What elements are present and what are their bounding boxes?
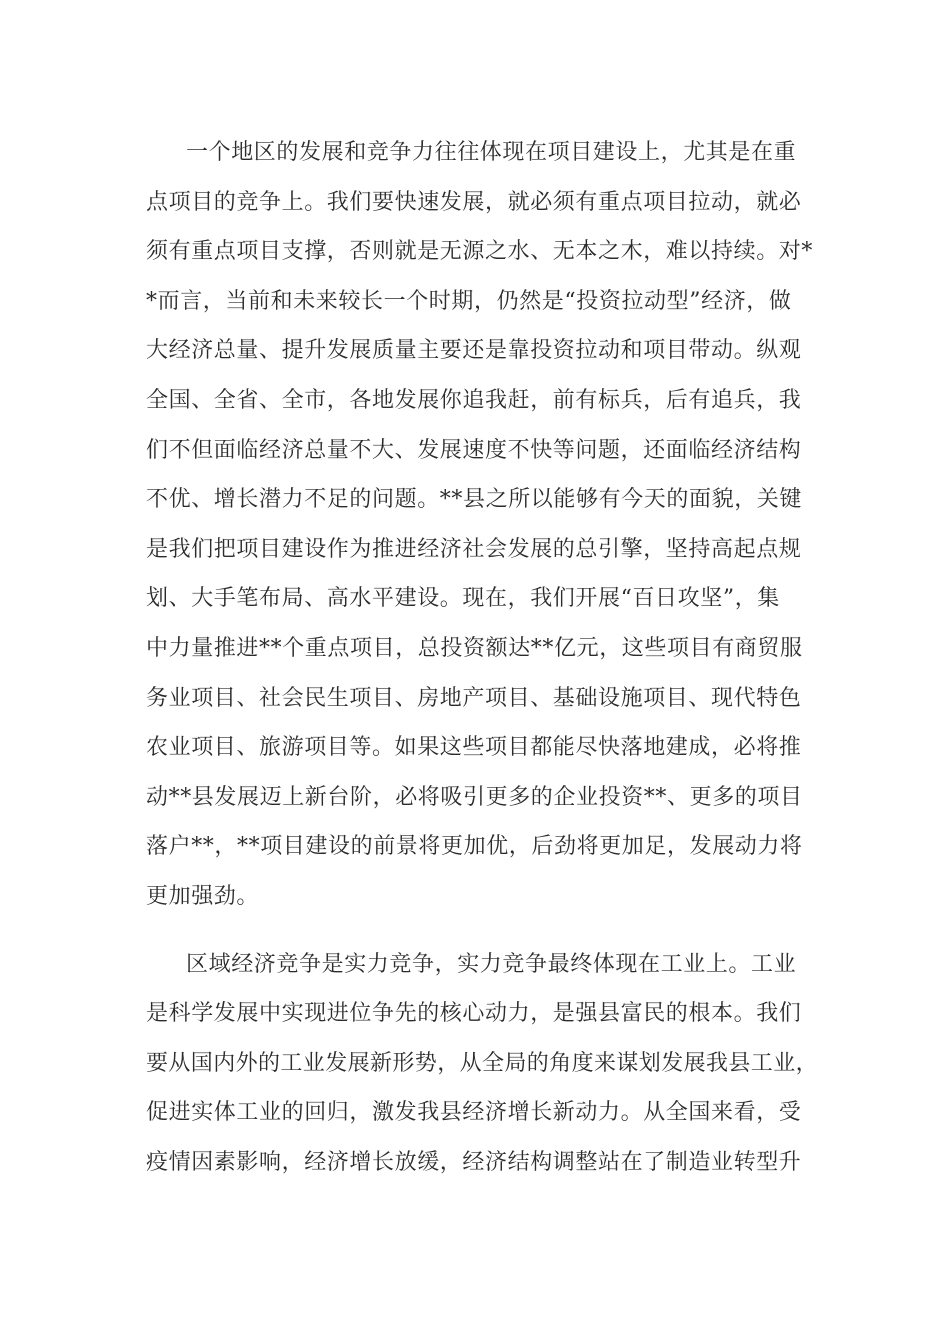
text-line: 更加强劲。 <box>146 883 260 909</box>
text-line: 是科学发展中实现进位争先的核心动力，是强县富民的根本。我们 <box>146 1001 802 1027</box>
text-line: 大经济总量、提升发展质量主要还是靠投资拉动和项目带动。纵观 <box>146 338 802 364</box>
text-line: 农业项目、旅游项目等。如果这些项目都能尽快落地建成，必将推 <box>146 735 802 761</box>
text-line: 一个地区的发展和竞争力往往体现在项目建设上，尤其是在重 <box>186 140 797 165</box>
text-line: 要从国内外的工业发展新形势，从全局的角度来谋划发展我县工业， <box>146 1050 819 1076</box>
text-line: 点项目的竞争上。我们要快速发展，就必须有重点项目拉动，就必 <box>146 189 802 215</box>
document-body <box>146 128 818 1205</box>
text-line: 们不但面临经济总量不大、发展速度不快等问题，还面临经济结构 <box>146 437 802 463</box>
text-line: 全国、全省、全市，各地发展你追我赶，前有标兵，后有追兵，我 <box>146 387 802 413</box>
text-line: 疫情因素影响，经济增长放缓，经济结构调整站在了制造业转型升 <box>146 1149 802 1175</box>
paragraph-2 <box>146 940 818 1188</box>
text-line: 落户**，**项目建设的前景将更加优，后劲将更加足，发展动力将 <box>146 834 803 860</box>
paragraph-1 <box>146 128 818 922</box>
text-line: 务业项目、社会民生项目、房地产项目、基础设施项目、现代特色 <box>146 685 802 711</box>
text-line: 促进实体工业的回归，激发我县经济增长新动力。从全国来看，受 <box>146 1100 802 1126</box>
text-line: 不优、增长潜力不足的问题。**县之所以能够有今天的面貌，关键 <box>146 487 803 513</box>
text-line: 须有重点项目支撑，否则就是无源之水、无本之木，难以持续。对* <box>146 239 814 265</box>
text-line: 动**县发展迈上新台阶，必将吸引更多的企业投资**、更多的项目 <box>146 784 803 810</box>
text-line: 区域经济竞争是实力竞争，实力竞争最终体现在工业上。工业 <box>186 951 797 977</box>
text-line: 是我们把项目建设作为推进经济社会发展的总引擎，坚持高起点规 <box>146 536 802 562</box>
text-line: 中力量推进**个重点项目，总投资额达**亿元，这些项目有商贸服 <box>146 635 803 661</box>
text-line: *而言，当前和未来较长一个时期，仍然是“投资拉动型”经济，做 <box>146 288 792 314</box>
text-line: 划、大手笔布局、高水平建设。现在，我们开展“百日攻坚”，集 <box>146 586 780 612</box>
